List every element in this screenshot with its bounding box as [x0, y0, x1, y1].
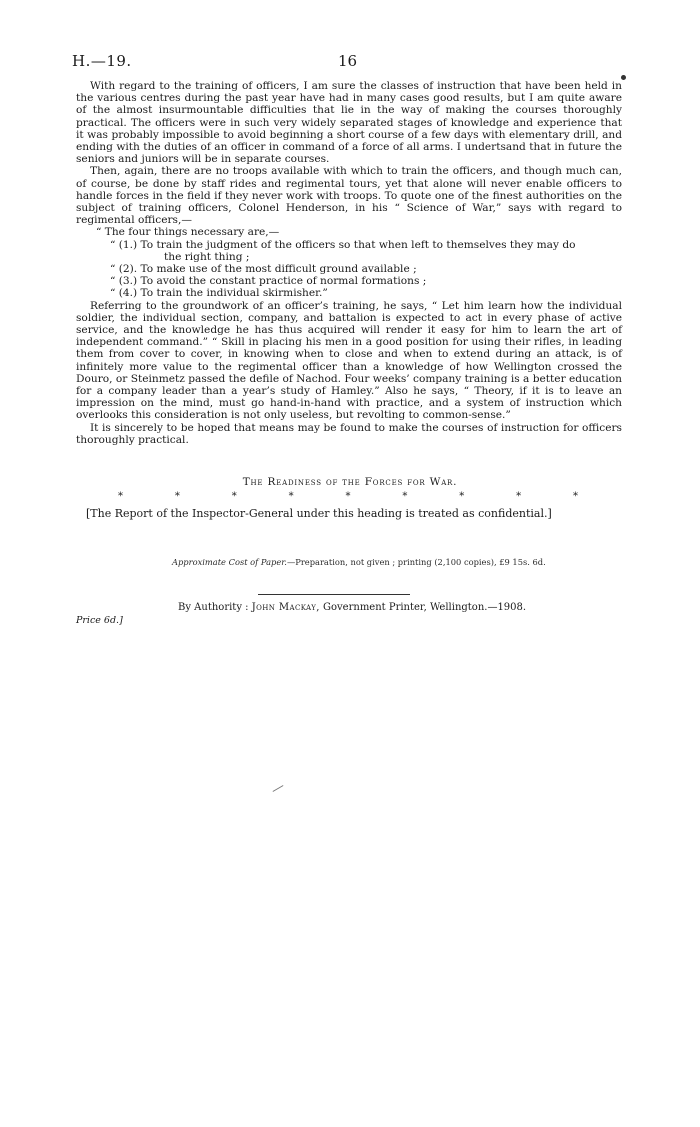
- scan-speck: [273, 785, 284, 792]
- quote-item-text: “ (4.) To train the individual skirmisher.”: [110, 287, 328, 300]
- paragraph: Then, again, there are no troops available with which to train the officers, and though much can, of course, be done by staff rides and regimental tours, yet that alone will never enable officers to handle forces in the field if they never work with troops. To quote one of the finest authorities on the subject of training officers, Colonel Henderson, in his “ Science of War,” says with regard to regimental officers,—: [76, 165, 622, 227]
- asterisk: *: [174, 491, 180, 502]
- paragraph: With regard to the training of officers, I am sure the classes of instruction that have been held in the various centres during the past year have had in many cases good results, but I am quite aware of the almost insurmountable difficulties that lie in the way of making the courses thoroughly practical. The officers were in such very widely separated stages of knowledge and experience that it was probably impossible to avoid beginning a short course of a few days with elementary drill, and ending with the duties of an officer in command of a force of all arms. I undertsand that in future the seniors and juniors will be in separate courses.: [76, 80, 622, 166]
- paragraph: It is sincerely to be hoped that means may be found to make the courses of instruction for officers thoroughly practical.: [76, 421, 622, 446]
- quote-item-continuation: the right thing ;: [164, 250, 250, 263]
- document-reference: H.—19.: [72, 52, 132, 70]
- asterisk: *: [118, 491, 123, 502]
- quote-item: [76, 239, 622, 263]
- paragraph: Referring to the groundwork of an officer’s training, he says, “ Let him learn how the individual soldier, the individual section, company, and battalion is expected to act in every phase of active service, and the knowledge he has thus acquired will render it easy for him to learn the art of independent command.” “ Skill in placing his men in a good position for using their rifles, in leading them from cover to cover, in knowing when to close and when to extend during an attack, is of infinitely more value to the regimental officer than a knowledge of how Wellington crossed the Douro, or Steinmetz passed the defile of Nachod. Four weeks’ company training is a better education for a company leader than a year’s study of Hamley.” Also he says, “ Theory, if it is to leave an impression on the mind, must go hand-in-hand with practice, and a system of instruction which overlooks this consideration is not only useless, but revolting to common-sense.”: [76, 299, 622, 422]
- divider-rule: [258, 594, 410, 595]
- cost-of-paper: [172, 557, 546, 567]
- cost-text: —Preparation, not given ; printing (2,100 copies), £9 15s. 6d.: [286, 557, 546, 567]
- asterisk: *: [288, 491, 294, 502]
- quote-item-text: “ (2). To make use of the most difficult ground available ;: [110, 263, 417, 276]
- printer-imprint: [178, 602, 526, 613]
- price-note: Price 6d.]: [76, 615, 123, 626]
- asterisk: *: [516, 491, 522, 502]
- quote-item: [76, 275, 622, 287]
- page-number: 16: [338, 52, 358, 70]
- report-note: [The Report of the Inspector-General under this heading is treated as confidential.]: [86, 507, 552, 520]
- printer-name: John Mackay,: [251, 602, 320, 613]
- asterisk: *: [231, 491, 237, 502]
- body-text: [76, 80, 622, 446]
- asterisk: *: [459, 491, 465, 502]
- asterisk: *: [345, 491, 351, 502]
- quote-item-text: “ (1.) To train the judgment of the officers so that when left to themselves they may do: [110, 238, 576, 251]
- authority-prefix: By Authority :: [178, 602, 249, 613]
- cost-label: Approximate Cost of Paper.: [172, 557, 287, 567]
- quote-intro: “ The four things necessary are,—: [96, 226, 280, 239]
- authority-suffix: Government Printer, Wellington.—1908.: [323, 602, 527, 613]
- section-heading: The Readiness of the Forces for War.: [242, 476, 458, 488]
- asterisk: *: [573, 491, 578, 502]
- asterisk: *: [402, 491, 408, 502]
- quote-item: [76, 263, 622, 275]
- quote-item: [76, 287, 622, 299]
- asterisk-row: [118, 491, 578, 502]
- quote-item-text: “ (3.) To avoid the constant practice of normal formations ;: [110, 275, 427, 288]
